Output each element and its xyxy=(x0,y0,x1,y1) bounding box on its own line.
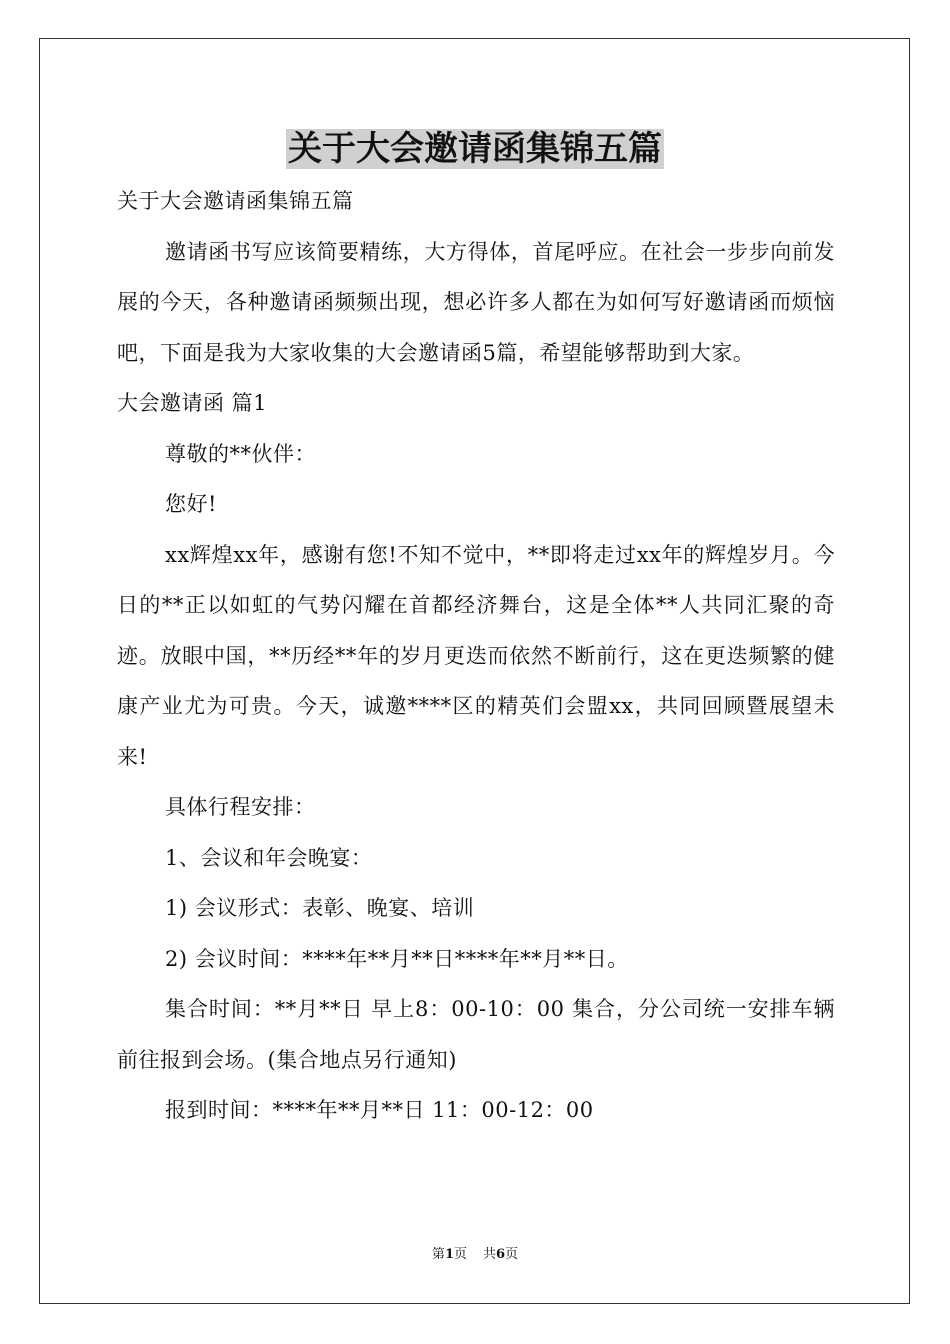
subtitle-line: 关于大会邀请函集锦五篇 xyxy=(117,189,354,213)
footer-page-suffix: 页 xyxy=(453,1247,467,1262)
intro-paragraph: 邀请函书写应该简要精练，大方得体，首尾呼应。在社会一步步向前发展的今天，各种邀请函频频出现，想必许多人都在为如何写好邀请函而烦恼吧，下面是我为大家收集的大会邀请函5篇，希望能够帮助到大家。 xyxy=(117,239,835,365)
document-body xyxy=(117,176,835,1136)
footer-total-suffix: 页 xyxy=(505,1247,519,1262)
section-heading: 大会邀请函 篇1 xyxy=(117,391,268,415)
assembly-time-paragraph: 集合时间：**月**日 早上8：00-10：00 集合，分公司统一安排车辆前往报到会场。(集合地点另行通知) xyxy=(117,997,835,1072)
page-footer xyxy=(0,1245,950,1265)
schedule-item-1-1: 1) 会议形式：表彰、晚宴、培训 xyxy=(165,896,475,920)
schedule-heading: 具体行程安排： xyxy=(165,795,316,819)
schedule-item-1-2: 2) 会议时间：****年**月**日****年**月**日。 xyxy=(165,946,629,971)
letter-greeting: 您好! xyxy=(165,492,217,516)
footer-total-number: 6 xyxy=(496,1247,506,1262)
letter-body-paragraph: xx辉煌xx年，感谢有您!不知不觉中，**即将走过xx年的辉煌岁月。今日的**正以如虹的气势闪耀在首都经济舞台，这是全体**人共同汇聚的奇迹。放眼中国，**历经**年的岁月更迭而依然不断前行，这在更迭频繁的健康产业尤为可贵。今天，诚邀****区的精英们会盟xx，共同回顾暨展望未来! xyxy=(117,542,835,769)
document-title-text: 关于大会邀请函集锦五篇 xyxy=(288,129,662,169)
letter-salutation: 尊敬的**伙伴： xyxy=(165,441,316,466)
footer-page-number: 1 xyxy=(444,1247,454,1262)
document-title xyxy=(0,126,950,172)
footer-page-prefix: 第 xyxy=(431,1247,445,1262)
schedule-item-1: 1、会议和年会晚宴： xyxy=(165,845,373,870)
report-time-line: 报到时间：****年**月**日 11：00-12：00 xyxy=(165,1098,594,1122)
footer-total-prefix: 共 xyxy=(483,1247,497,1262)
